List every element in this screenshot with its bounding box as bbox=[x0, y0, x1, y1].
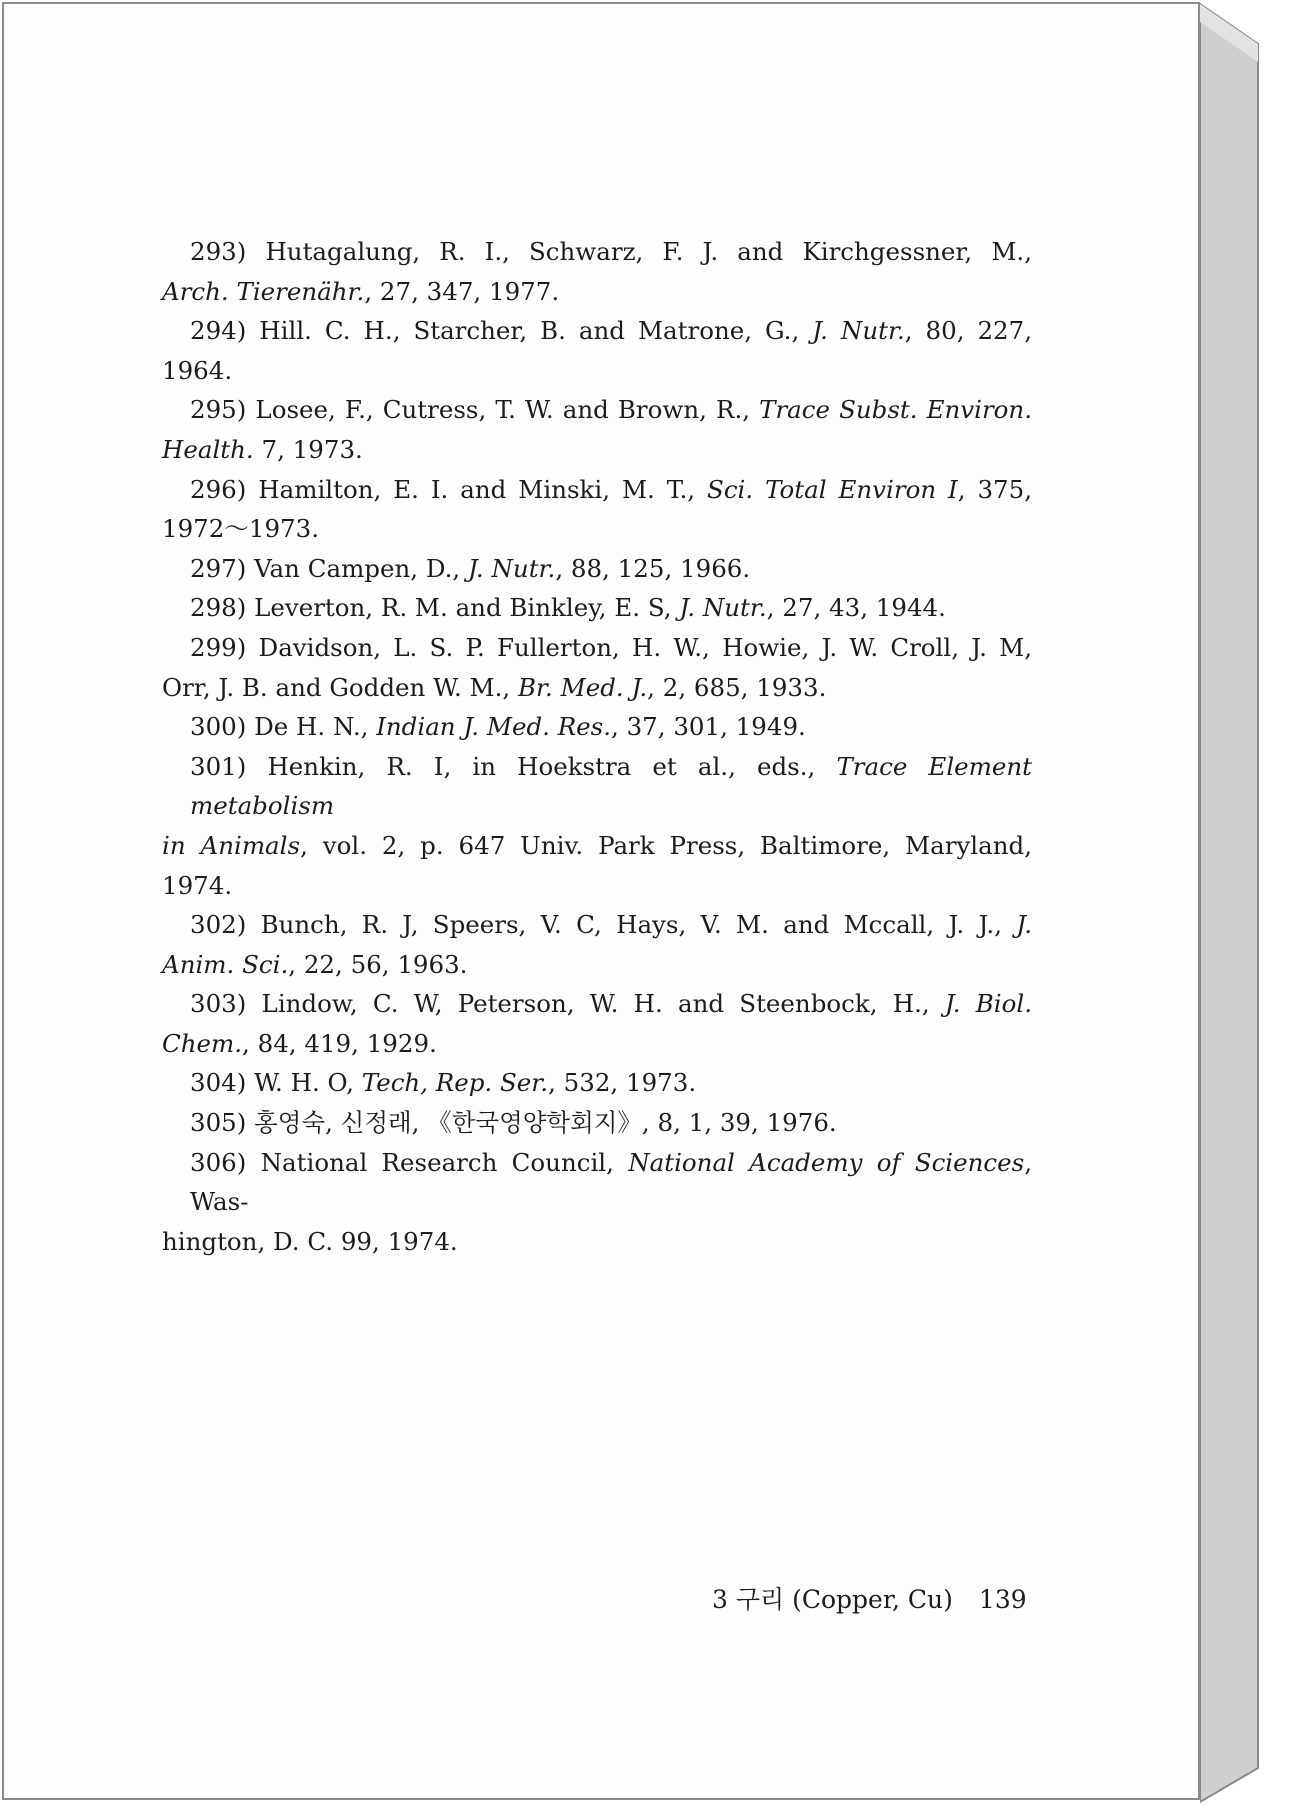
page-number: 139 bbox=[978, 1585, 1027, 1614]
reference-entry bbox=[162, 1103, 1032, 1143]
reference-line bbox=[162, 232, 1032, 272]
reference-line bbox=[162, 628, 1032, 668]
citation-text: Losee, F., Cutress, T. W. and Brown, R., bbox=[255, 395, 760, 425]
reference-line bbox=[162, 1063, 1032, 1103]
reference-line bbox=[162, 826, 1032, 866]
reference-number: 296) bbox=[190, 474, 259, 504]
citation-source: Arch. Tierenähr. bbox=[162, 276, 365, 306]
citation-source: Sci. Total Environ I bbox=[707, 474, 958, 504]
citation-source: Health. bbox=[162, 434, 254, 464]
reference-line bbox=[162, 390, 1032, 430]
reference-number: 297) bbox=[190, 553, 255, 583]
citation-text: Davidson, L. S. P. Fullerton, H. W., Howie, J. W. Croll, J. M, bbox=[258, 632, 1033, 662]
citation-text: Bunch, R. J, Speers, V. C, Hays, V. M. and Mccall, J. J., bbox=[260, 910, 1017, 940]
reference-number: 302) bbox=[190, 910, 261, 940]
reference-line bbox=[162, 945, 1032, 985]
reference-entry bbox=[162, 390, 1032, 469]
citation-text: Leverton, R. M. and Binkley, E. S, bbox=[254, 593, 680, 623]
citation-source: in Animals bbox=[162, 830, 301, 860]
citation-text: National Research Council, bbox=[260, 1147, 629, 1177]
reference-line bbox=[162, 1143, 1032, 1222]
reference-number: 298) bbox=[190, 593, 255, 623]
citation-text: 7, 1973. bbox=[253, 434, 363, 464]
reference-entry bbox=[162, 628, 1032, 707]
reference-line bbox=[162, 1103, 1032, 1143]
reference-line bbox=[162, 509, 1032, 549]
reference-entry bbox=[162, 984, 1032, 1063]
reference-number: 305) bbox=[190, 1108, 255, 1138]
citation-text: Henkin, R. I, in Hoekstra et al., eds., bbox=[267, 751, 837, 781]
citation-text: W. H. O, bbox=[254, 1068, 362, 1098]
reference-number: 306) bbox=[190, 1147, 261, 1177]
reference-entry bbox=[162, 747, 1032, 905]
reference-line bbox=[162, 430, 1032, 470]
citation-source: J. bbox=[1016, 910, 1032, 940]
citation-text: Hamilton, E. I. and Minski, M. T., bbox=[258, 474, 708, 504]
reference-entry bbox=[162, 1063, 1032, 1103]
reference-entry bbox=[162, 311, 1032, 390]
citation-source: Trace Subst. Environ. bbox=[759, 395, 1032, 425]
reference-entry bbox=[162, 549, 1032, 589]
citation-text: De H. N., bbox=[254, 712, 377, 742]
reference-number: 301) bbox=[190, 751, 268, 781]
reference-number: 299) bbox=[190, 632, 259, 662]
citation-source: Indian J. Med. Res. bbox=[376, 712, 612, 742]
chapter-title: 3 구리 (Copper, Cu) bbox=[712, 1585, 953, 1614]
citation-source: J. Nutr. bbox=[812, 316, 905, 346]
citation-text: hington, D. C. 99, 1974. bbox=[162, 1226, 458, 1256]
reference-number: 300) bbox=[190, 712, 255, 742]
reference-entry bbox=[162, 232, 1032, 311]
reference-entry bbox=[162, 707, 1032, 747]
reference-line bbox=[162, 905, 1032, 945]
reference-number: 295) bbox=[190, 395, 256, 425]
citation-source: Trace Element metabolism bbox=[190, 751, 1033, 821]
citation-text: , 375, bbox=[957, 474, 1032, 504]
citation-source: Br. Med. J. bbox=[518, 672, 648, 702]
citation-source: Tech, Rep. Ser. bbox=[361, 1068, 549, 1098]
citation-text: Hutagalung, R. I., Schwarz, F. J. and Kirchgessner, M., bbox=[265, 237, 1032, 266]
citation-source: J. Nutr. bbox=[467, 553, 556, 583]
reference-line bbox=[162, 549, 1032, 589]
citation-text: , 27, 347, 1977. bbox=[364, 276, 560, 306]
citation-text: , 37, 301, 1949. bbox=[611, 712, 806, 742]
reference-entry bbox=[162, 905, 1032, 984]
citation-source: Anim. Sci. bbox=[162, 949, 289, 979]
citation-text: 홍영숙, 신정래, 《한국영양학회지》, 8, 1, 39, 1976. bbox=[254, 1108, 837, 1138]
citation-text: , 27, 43, 1944. bbox=[766, 593, 946, 623]
reference-number: 303) bbox=[190, 989, 262, 1019]
reference-line bbox=[162, 311, 1032, 351]
citation-text: 1974. bbox=[162, 870, 233, 900]
reference-line bbox=[162, 984, 1032, 1024]
citation-source: Chem. bbox=[162, 1028, 243, 1058]
citation-text: , 2, 685, 1933. bbox=[647, 672, 827, 702]
reference-list bbox=[162, 232, 1032, 1261]
citation-text: , 84, 419, 1929. bbox=[242, 1028, 437, 1058]
reference-number: 304) bbox=[190, 1068, 255, 1098]
page-footer bbox=[712, 1580, 1027, 1616]
reference-entry bbox=[162, 1143, 1032, 1262]
reference-number: 293) bbox=[190, 237, 266, 266]
citation-text: 1972～1973. bbox=[162, 514, 319, 544]
citation-text: , vol. 2, p. 647 Univ. Park Press, Baltimore, Maryland, bbox=[300, 830, 1032, 860]
reference-line bbox=[162, 747, 1032, 826]
reference-number: 294) bbox=[190, 316, 260, 346]
reference-line bbox=[162, 351, 1032, 391]
reference-line bbox=[162, 1222, 1032, 1262]
reference-line bbox=[162, 272, 1032, 312]
citation-text: , 532, 1973. bbox=[548, 1068, 697, 1098]
reference-entry bbox=[162, 588, 1032, 628]
citation-text: , 22, 56, 1963. bbox=[288, 949, 468, 979]
citation-text: Van Campen, D., bbox=[254, 553, 468, 583]
citation-text: Orr, J. B. and Godden W. M., bbox=[162, 672, 519, 702]
reference-line bbox=[162, 588, 1032, 628]
citation-text: 1964. bbox=[162, 355, 233, 385]
citation-text: , Was- bbox=[190, 1147, 1032, 1217]
citation-source: J. Biol. bbox=[944, 989, 1033, 1019]
citation-text: , 80, 227, bbox=[904, 316, 1032, 346]
reference-line bbox=[162, 1024, 1032, 1064]
reference-entry bbox=[162, 470, 1032, 549]
citation-source: National Academy of Sciences bbox=[628, 1147, 1025, 1177]
reference-line bbox=[162, 866, 1032, 906]
citation-text: Hill. C. H., Starcher, B. and Matrone, G., bbox=[259, 316, 813, 346]
reference-line bbox=[162, 668, 1032, 708]
citation-text: Lindow, C. W, Peterson, W. H. and Steenbock, H., bbox=[261, 989, 945, 1019]
citation-text: , 88, 125, 1966. bbox=[555, 553, 751, 583]
reference-line bbox=[162, 707, 1032, 747]
citation-source: J. Nutr. bbox=[679, 593, 767, 623]
reference-line bbox=[162, 470, 1032, 510]
